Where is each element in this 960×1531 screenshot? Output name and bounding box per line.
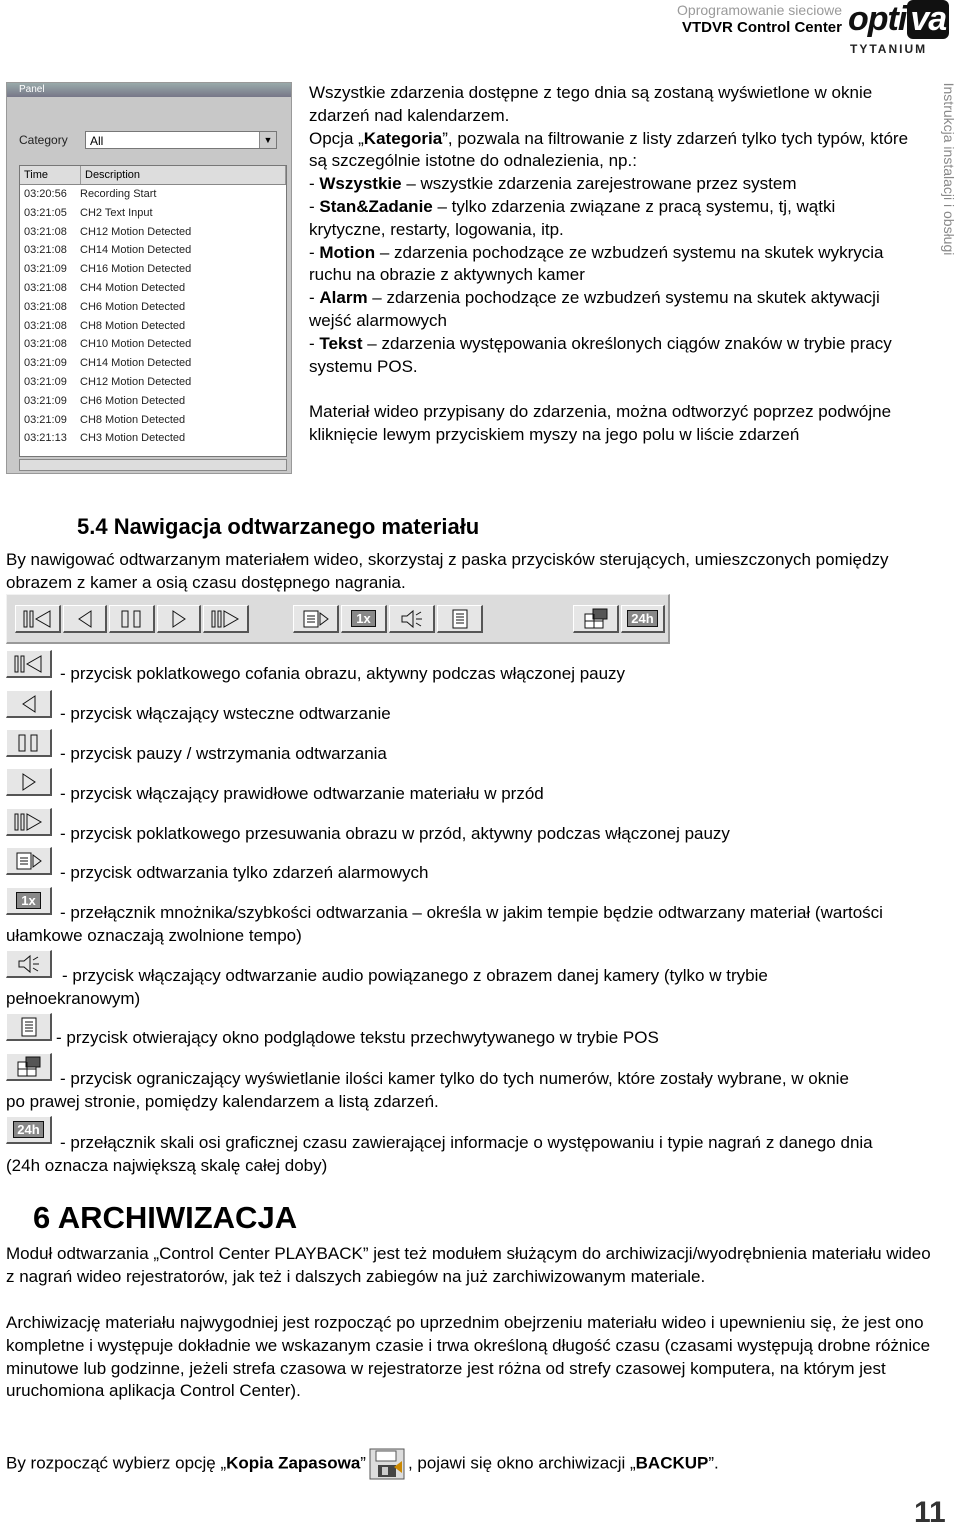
event-time: 03:21:08 (24, 300, 67, 313)
panel-titlebar: Panel (7, 83, 291, 97)
event-description: CH3 Motion Detected (80, 432, 186, 445)
legend-pos-text-button (6, 1013, 52, 1041)
table-row[interactable] (20, 185, 286, 204)
item-text: - Tekst – zdarzenia występowania określonych ciągów znaków w trybie pracy systemu POS. (309, 333, 892, 376)
step-forward-button[interactable] (203, 605, 249, 633)
pause-icon (118, 608, 146, 630)
time-scale-button[interactable] (621, 605, 665, 633)
pause-button[interactable] (109, 605, 155, 633)
table-row[interactable] (20, 204, 286, 223)
event-description: CH6 Motion Detected (80, 300, 186, 313)
section-6-para-2: Archiwizację materiału najwygodniej jest rozpocząć po uprzednim obejrzeniu materiału wideo i upewnieniu się, że jest ono kompletne i występuje dokładnie we wskazanym czasie i trwa określoną długość czasu (czasami występują drobne różnice minutowe lub godzinne, jeżeli strefa czasowa w rejestratorze jest różna od strefy czasowej komputera, na którym jest uruchomiona aplikacja Control Center). (6, 1313, 931, 1401)
event-time: 03:21:08 (24, 319, 67, 332)
speed-label: 1x (16, 892, 40, 909)
legend-item: - przycisk pauzy / wstrzymania odtwarzania (60, 744, 387, 763)
section-6-backup-line: By rozpocząć wybierz opcję „Kopia Zapasowa” , pojawi się okno archiwizacji „BACKUP”. (6, 1447, 719, 1481)
event-description: CH8 Motion Detected (80, 319, 186, 332)
event-time: 03:21:09 (24, 375, 67, 388)
reverse-play-button[interactable] (63, 605, 107, 633)
step-forward-icon (13, 811, 45, 833)
event-time: 03:21:09 (24, 413, 67, 426)
event-description: CH12 Motion Detected (80, 375, 192, 388)
legend-item: - przełącznik mnożnika/szybkości odtwarzania – określa w jakim tempie będzie odtwarzany materiał (wartości ułamkowe oznaczają zwolnione tempo) (6, 903, 883, 945)
event-time: 03:21:13 (24, 432, 67, 445)
event-time: 03:20:56 (24, 188, 67, 200)
section-6-para-1: Moduł odtwarzania „Control Center PLAYBACK” jest też modułem służącym do archiwizacji/wyodrębnienia materiału wideo z nagrań wideo rejestratorów, jak też i dalszych zabiegów na już zarchiwizowanym materiale. (6, 1244, 931, 1286)
category-select[interactable] (85, 131, 277, 149)
side-label (940, 64, 958, 274)
step-forward-icon (210, 608, 242, 630)
event-time: 03:21:09 (24, 263, 67, 276)
legend-pause-button (6, 729, 52, 757)
event-panel-screenshot (6, 82, 292, 474)
chevron-down-icon[interactable]: ▼ (259, 132, 276, 148)
side-label-text: Instrukcja instalacji i obsługi (941, 82, 957, 256)
playback-toolbar (6, 594, 670, 644)
col-description[interactable]: Description (81, 166, 286, 184)
camera-grid-icon (583, 608, 609, 630)
event-time: 03:21:09 (24, 394, 67, 407)
audio-button[interactable] (389, 605, 435, 633)
table-row[interactable] (20, 392, 286, 411)
event-time: 03:21:08 (24, 225, 67, 238)
para-category: Opcja „Kategoria”, pozwala na filtrowanie z listy zdarzeń tylko tych typów, które są szczególnie istotne do odnalezienia, np.: (309, 128, 909, 171)
legend-item: - przycisk włączający prawidłowe odtwarzanie materiału w przód (60, 784, 544, 803)
speaker-icon (399, 608, 425, 630)
event-description (309, 82, 909, 378)
event-list-header (20, 166, 286, 185)
event-description: CH4 Motion Detected (80, 281, 186, 294)
legend-play-button (6, 768, 52, 796)
table-row[interactable] (20, 429, 286, 448)
event-description: CH2 Text Input (80, 206, 153, 219)
brand-logo (848, 2, 956, 58)
event-description: CH6 Motion Detected (80, 394, 186, 407)
page-number: 11 (914, 1496, 946, 1529)
legend-item: - przycisk ograniczający wyświetlanie ilości kamer tylko do tych numerów, które zostały wybrane, w oknie po prawej stronie, pomiędzy kalendarzem a listą zdarzeń. (6, 1069, 849, 1111)
category-label: Category (19, 133, 68, 147)
event-description: CH14 Motion Detected (80, 357, 192, 370)
horizontal-scrollbar[interactable] (19, 459, 287, 471)
section-heading-6: 6 ARCHIWIZACJA (33, 1200, 298, 1235)
backup-floppy-icon (368, 1447, 406, 1481)
item-alarm: - Alarm – zdarzenia pochodzące ze wzbudzeń systemu na skutek aktywacji wejść alarmowych (309, 288, 880, 330)
play-button[interactable] (157, 605, 201, 633)
reverse-play-icon (75, 608, 95, 630)
legend-reverse-play-button (6, 690, 52, 718)
play-icon (169, 608, 189, 630)
table-row[interactable] (20, 279, 286, 298)
event-description: Recording Start (80, 188, 157, 200)
scale-label: 24h (627, 610, 657, 627)
event-time: 03:21:08 (24, 338, 67, 351)
event-time: 03:21:05 (24, 206, 67, 219)
table-row[interactable] (20, 241, 286, 260)
legend-item: - przycisk poklatkowego przesuwania obrazu w przód, aktywny podczas włączonej pauzy (60, 824, 730, 843)
col-time[interactable]: Time (20, 166, 81, 184)
legend-step-forward-button (6, 808, 52, 836)
section-heading-5-4: 5.4 Nawigacja odtwarzanego materiału (77, 514, 480, 539)
table-row[interactable] (20, 317, 286, 336)
pause-icon (15, 732, 43, 754)
event-description: CH12 Motion Detected (80, 225, 192, 238)
table-row[interactable] (20, 223, 286, 242)
step-back-icon (13, 653, 45, 675)
reverse-play-icon (19, 693, 39, 715)
item-state: - Stan&Zadanie – tylko zdarzenia związane z pracą systemu, tj, wątki krytyczne, restarty, logowania, itp. (309, 196, 836, 239)
legend-item: - przycisk otwierający okno podglądowe tekstu przechwytywanego w trybie POS (56, 1028, 659, 1047)
section-5-4-intro: By nawigować odtwarzanym materiałem wideo, skorzystaj z paska przycisków sterujących, umieszczonych pomiędzy obrazem z kamer a osią czasu dostępnego nagrania. (6, 550, 889, 592)
alarm-events-icon (301, 608, 331, 630)
item-motion: - Motion – zdarzenia pochodzące ze wzbudzeń systemu na skutek wykrycia ruchu na obrazie z aktywnych kamer (309, 242, 884, 285)
camera-filter-button[interactable] (573, 605, 619, 633)
step-back-button[interactable] (15, 605, 61, 633)
table-row[interactable] (20, 354, 286, 373)
pos-text-icon (449, 608, 471, 630)
alarm-events-icon (14, 850, 44, 872)
header-subtitle: Oprogramowanie sieciowe (677, 2, 842, 18)
event-time: 03:21:09 (24, 357, 67, 370)
pos-text-icon (18, 1016, 40, 1038)
category-value: All (90, 134, 104, 148)
event-description: CH16 Motion Detected (80, 263, 192, 276)
pos-text-button[interactable] (437, 605, 483, 633)
alarm-events-button[interactable] (293, 605, 339, 633)
legend-item: - przełącznik skali osi graficznej czasu zawierającej informacje o występowaniu i typie nagrań z danego dnia (24h oznacza największą skalę całej doby) (6, 1133, 873, 1175)
scale-label: 24h (13, 1121, 43, 1138)
table-row[interactable] (20, 335, 286, 354)
play-icon (19, 771, 39, 793)
para-events: Wszystkie zdarzenia dostępne z tego dnia są zostaną wyświetlone w oknie zdarzeń nad kalendarzem. (309, 83, 873, 125)
table-row[interactable] (20, 298, 286, 317)
item-all: - Wszystkie – wszystkie zdarzenia zarejestrowane przez system (309, 174, 797, 194)
para-playback-hint: Materiał wideo przypisany do zdarzenia, można odtworzyć poprzez podwójne kliknięcie lewym przyciskiem myszy na jego polu w liście zdarzeń (309, 402, 892, 444)
logo-subtitle: TYTANIUM (850, 42, 928, 56)
table-row[interactable] (20, 411, 286, 430)
legend-item: - przycisk poklatkowego cofania obrazu, aktywny podczas włączonej pauzy (60, 664, 626, 683)
legend-step-back-button (6, 650, 52, 678)
event-description: CH8 Motion Detected (80, 413, 186, 426)
legend-item: - przycisk włączający wsteczne odtwarzanie (60, 704, 391, 723)
legend-item: - przycisk odtwarzania tylko zdarzeń alarmowych (60, 863, 429, 882)
table-row[interactable] (20, 260, 286, 279)
event-description: CH14 Motion Detected (80, 244, 192, 257)
event-description: CH10 Motion Detected (80, 338, 192, 351)
event-time: 03:21:08 (24, 244, 67, 257)
speed-label: 1x (351, 610, 375, 627)
table-row[interactable] (20, 373, 286, 392)
speed-toggle-button[interactable] (341, 605, 387, 633)
step-back-icon (22, 608, 54, 630)
logo-wordmark: opti va (848, 0, 949, 39)
legend-item: - przycisk włączający odtwarzanie audio powiązanego z obrazem danej kamery (tylko w trybie pełnoekranowym) (6, 966, 768, 1008)
legend-alarm-events-button (6, 847, 52, 875)
event-time: 03:21:08 (24, 281, 67, 294)
event-list[interactable] (19, 165, 287, 457)
header-title: VTDVR Control Center (681, 19, 842, 36)
